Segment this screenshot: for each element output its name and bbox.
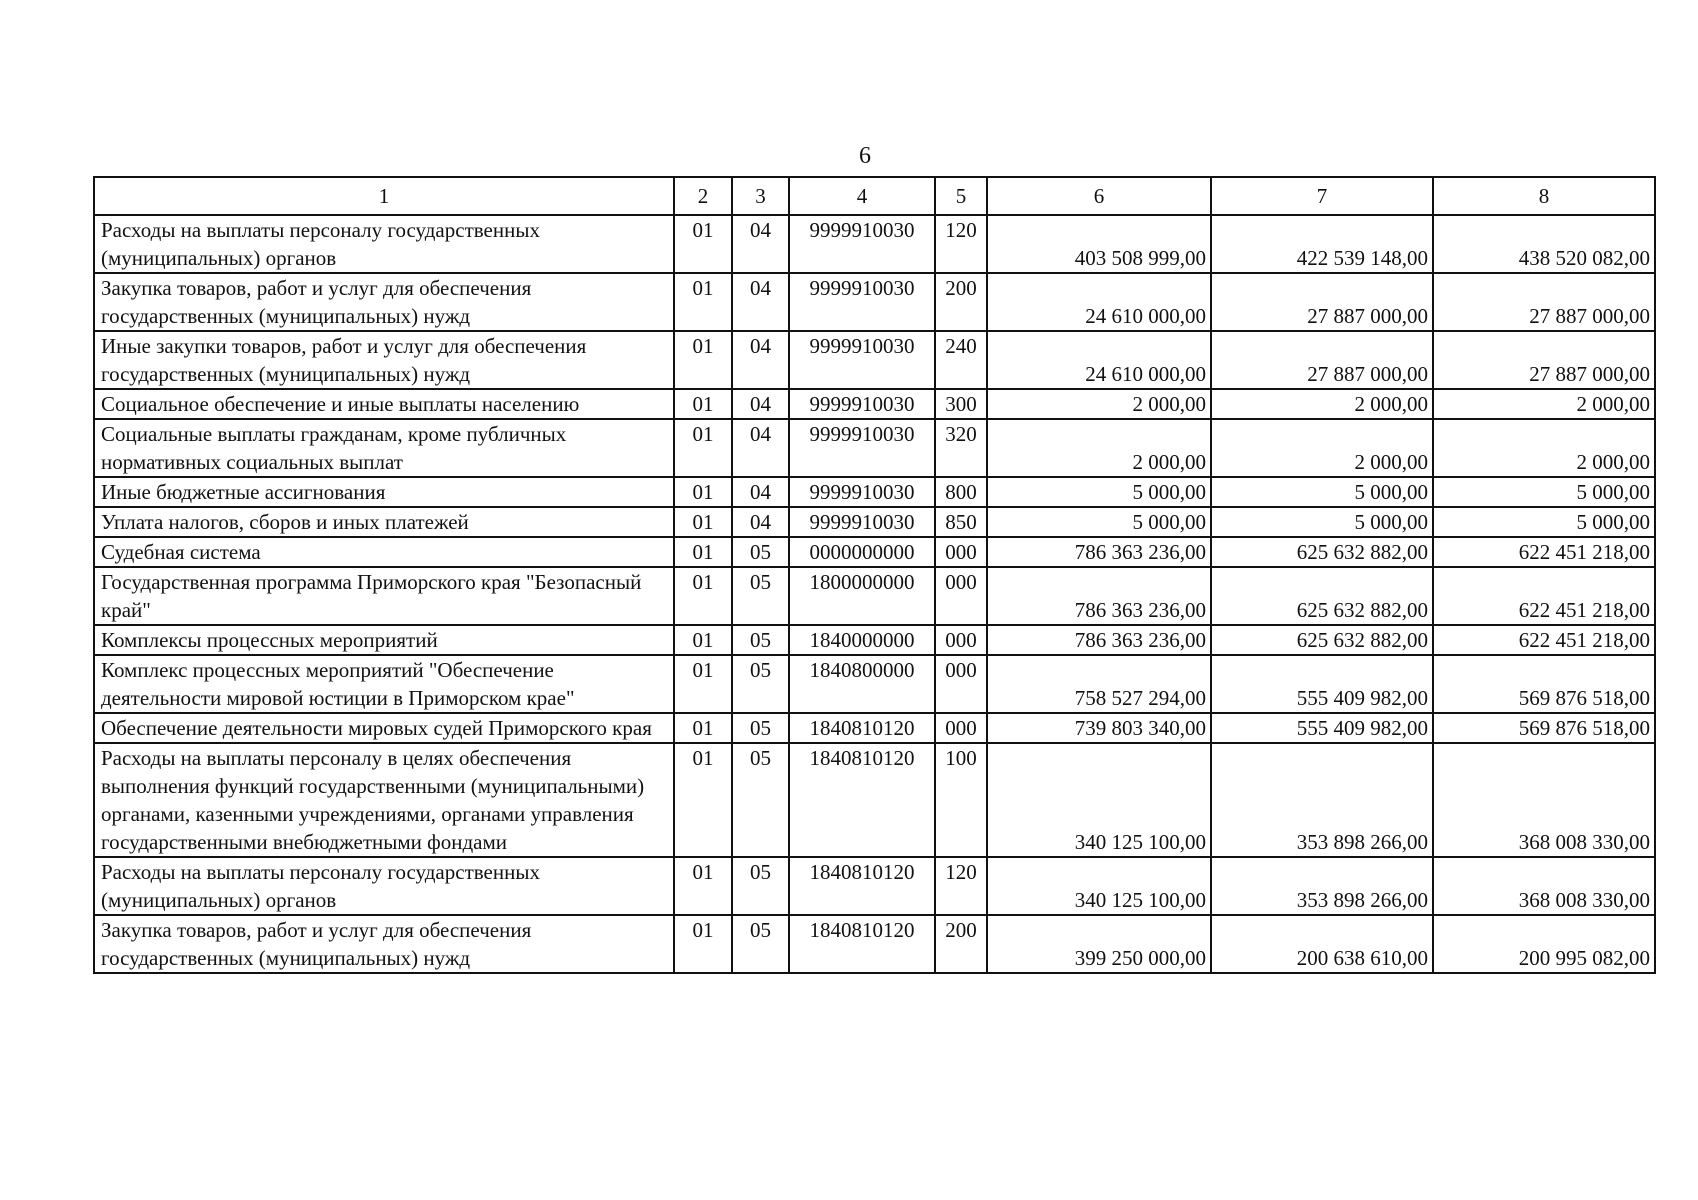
amount-col6-cell: 758 527 294,00 — [987, 655, 1211, 713]
amount-col6-cell: 24 610 000,00 — [987, 331, 1211, 389]
row-name-cell: Комплекс процессных мероприятий "Обеспечение деятельности мировой юстиции в Приморском крае" — [94, 655, 674, 713]
column-header: 5 — [935, 177, 987, 215]
amount-col8-cell: 2 000,00 — [1433, 389, 1655, 419]
target-item-code-cell: 1840810120 — [789, 857, 935, 915]
section-code-cell: 01 — [674, 743, 732, 857]
table-row — [94, 477, 1655, 507]
amount-col8-cell: 569 876 518,00 — [1433, 655, 1655, 713]
target-item-code-cell: 1800000000 — [789, 567, 935, 625]
expense-type-code-cell: 000 — [935, 713, 987, 743]
subsection-code-cell: 04 — [732, 273, 789, 331]
amount-col7-cell: 625 632 882,00 — [1211, 537, 1433, 567]
amount-col6-cell: 399 250 000,00 — [987, 915, 1211, 973]
section-code-cell: 01 — [674, 567, 732, 625]
amount-col6-cell: 340 125 100,00 — [987, 857, 1211, 915]
section-code-cell: 01 — [674, 857, 732, 915]
amount-col6-cell: 340 125 100,00 — [987, 743, 1211, 857]
amount-col7-cell: 27 887 000,00 — [1211, 273, 1433, 331]
target-item-code-cell: 1840000000 — [789, 625, 935, 655]
section-code-cell: 01 — [674, 655, 732, 713]
expense-type-code-cell: 850 — [935, 507, 987, 537]
amount-col7-cell: 353 898 266,00 — [1211, 857, 1433, 915]
page-number: 6 — [859, 143, 871, 169]
amount-col6-cell: 5 000,00 — [987, 507, 1211, 537]
table-row — [94, 625, 1655, 655]
row-name-cell: Иные бюджетные ассигнования — [94, 477, 674, 507]
row-name-cell: Социальные выплаты гражданам, кроме публичных нормативных социальных выплат — [94, 419, 674, 477]
subsection-code-cell: 04 — [732, 507, 789, 537]
section-code-cell: 01 — [674, 331, 732, 389]
target-item-code-cell: 1840810120 — [789, 713, 935, 743]
amount-col8-cell: 569 876 518,00 — [1433, 713, 1655, 743]
target-item-code-cell: 9999910030 — [789, 331, 935, 389]
amount-col8-cell: 5 000,00 — [1433, 507, 1655, 537]
row-name-cell: Социальное обеспечение и иные выплаты населению — [94, 389, 674, 419]
amount-col8-cell: 622 451 218,00 — [1433, 567, 1655, 625]
amount-col7-cell: 5 000,00 — [1211, 477, 1433, 507]
target-item-code-cell: 1840810120 — [789, 743, 935, 857]
column-header: 7 — [1211, 177, 1433, 215]
subsection-code-cell: 05 — [732, 857, 789, 915]
subsection-code-cell: 05 — [732, 625, 789, 655]
target-item-code-cell: 1840800000 — [789, 655, 935, 713]
amount-col6-cell: 403 508 999,00 — [987, 215, 1211, 273]
amount-col8-cell: 27 887 000,00 — [1433, 273, 1655, 331]
section-code-cell: 01 — [674, 477, 732, 507]
target-item-code-cell: 9999910030 — [789, 477, 935, 507]
amount-col7-cell: 2 000,00 — [1211, 389, 1433, 419]
table-row — [94, 507, 1655, 537]
column-header: 8 — [1433, 177, 1655, 215]
section-code-cell: 01 — [674, 713, 732, 743]
target-item-code-cell: 9999910030 — [789, 273, 935, 331]
row-name-cell: Уплата налогов, сборов и иных платежей — [94, 507, 674, 537]
subsection-code-cell: 05 — [732, 915, 789, 973]
budget-table — [93, 176, 1656, 974]
table-row — [94, 655, 1655, 713]
expense-type-code-cell: 120 — [935, 857, 987, 915]
amount-col8-cell: 200 995 082,00 — [1433, 915, 1655, 973]
expense-type-code-cell: 120 — [935, 215, 987, 273]
amount-col8-cell: 2 000,00 — [1433, 419, 1655, 477]
expense-type-code-cell: 800 — [935, 477, 987, 507]
table-row — [94, 537, 1655, 567]
row-name-cell: Расходы на выплаты персоналу государственных (муниципальных) органов — [94, 215, 674, 273]
column-header: 6 — [987, 177, 1211, 215]
row-name-cell: Комплексы процессных мероприятий — [94, 625, 674, 655]
amount-col7-cell: 625 632 882,00 — [1211, 625, 1433, 655]
amount-col8-cell: 622 451 218,00 — [1433, 625, 1655, 655]
amount-col7-cell: 555 409 982,00 — [1211, 655, 1433, 713]
amount-col6-cell: 739 803 340,00 — [987, 713, 1211, 743]
amount-col8-cell: 5 000,00 — [1433, 477, 1655, 507]
subsection-code-cell: 04 — [732, 419, 789, 477]
amount-col7-cell: 5 000,00 — [1211, 507, 1433, 537]
section-code-cell: 01 — [674, 915, 732, 973]
section-code-cell: 01 — [674, 625, 732, 655]
amount-col8-cell: 368 008 330,00 — [1433, 743, 1655, 857]
amount-col8-cell: 438 520 082,00 — [1433, 215, 1655, 273]
expense-type-code-cell: 300 — [935, 389, 987, 419]
subsection-code-cell: 04 — [732, 477, 789, 507]
amount-col7-cell: 625 632 882,00 — [1211, 567, 1433, 625]
amount-col6-cell: 786 363 236,00 — [987, 537, 1211, 567]
subsection-code-cell: 05 — [732, 743, 789, 857]
column-header: 3 — [732, 177, 789, 215]
table-row — [94, 713, 1655, 743]
row-name-cell: Государственная программа Приморского края "Безопасный край" — [94, 567, 674, 625]
row-name-cell: Обеспечение деятельности мировых судей Приморского края — [94, 713, 674, 743]
expense-type-code-cell: 100 — [935, 743, 987, 857]
subsection-code-cell: 04 — [732, 331, 789, 389]
amount-col7-cell: 200 638 610,00 — [1211, 915, 1433, 973]
amount-col7-cell: 422 539 148,00 — [1211, 215, 1433, 273]
table-row — [94, 857, 1655, 915]
row-name-cell: Закупка товаров, работ и услуг для обеспечения государственных (муниципальных) нужд — [94, 915, 674, 973]
expense-type-code-cell: 200 — [935, 915, 987, 973]
amount-col7-cell: 2 000,00 — [1211, 419, 1433, 477]
subsection-code-cell: 05 — [732, 567, 789, 625]
amount-col7-cell: 353 898 266,00 — [1211, 743, 1433, 857]
expense-type-code-cell: 000 — [935, 625, 987, 655]
section-code-cell: 01 — [674, 419, 732, 477]
subsection-code-cell: 05 — [732, 655, 789, 713]
amount-col6-cell: 786 363 236,00 — [987, 567, 1211, 625]
row-name-cell: Закупка товаров, работ и услуг для обеспечения государственных (муниципальных) нужд — [94, 273, 674, 331]
column-header: 1 — [94, 177, 674, 215]
target-item-code-cell: 9999910030 — [789, 215, 935, 273]
table-row — [94, 419, 1655, 477]
row-name-cell: Иные закупки товаров, работ и услуг для обеспечения государственных (муниципальных) нужд — [94, 331, 674, 389]
target-item-code-cell: 0000000000 — [789, 537, 935, 567]
expense-type-code-cell: 240 — [935, 331, 987, 389]
section-code-cell: 01 — [674, 273, 732, 331]
amount-col8-cell: 622 451 218,00 — [1433, 537, 1655, 567]
subsection-code-cell: 04 — [732, 389, 789, 419]
row-name-cell: Судебная система — [94, 537, 674, 567]
expense-type-code-cell: 200 — [935, 273, 987, 331]
table-header-row — [94, 177, 1655, 215]
target-item-code-cell: 1840810120 — [789, 915, 935, 973]
table-row — [94, 567, 1655, 625]
section-code-cell: 01 — [674, 507, 732, 537]
amount-col8-cell: 368 008 330,00 — [1433, 857, 1655, 915]
target-item-code-cell: 9999910030 — [789, 389, 935, 419]
row-name-cell: Расходы на выплаты персоналу в целях обеспечения выполнения функций государственными (муниципальными) органами, казенными учреждениями, органами управления государственными внебюджетными фондами — [94, 743, 674, 857]
amount-col6-cell: 786 363 236,00 — [987, 625, 1211, 655]
amount-col6-cell: 2 000,00 — [987, 389, 1211, 419]
table-row — [94, 215, 1655, 273]
subsection-code-cell: 05 — [732, 537, 789, 567]
table-row — [94, 743, 1655, 857]
table-row — [94, 389, 1655, 419]
amount-col7-cell: 555 409 982,00 — [1211, 713, 1433, 743]
subsection-code-cell: 04 — [732, 215, 789, 273]
section-code-cell: 01 — [674, 537, 732, 567]
section-code-cell: 01 — [674, 215, 732, 273]
table-row — [94, 915, 1655, 973]
table-row — [94, 331, 1655, 389]
column-header: 4 — [789, 177, 935, 215]
expense-type-code-cell: 000 — [935, 537, 987, 567]
row-name-cell: Расходы на выплаты персоналу государственных (муниципальных) органов — [94, 857, 674, 915]
target-item-code-cell: 9999910030 — [789, 419, 935, 477]
expense-type-code-cell: 000 — [935, 655, 987, 713]
amount-col7-cell: 27 887 000,00 — [1211, 331, 1433, 389]
expense-type-code-cell: 320 — [935, 419, 987, 477]
amount-col6-cell: 5 000,00 — [987, 477, 1211, 507]
column-header: 2 — [674, 177, 732, 215]
amount-col6-cell: 2 000,00 — [987, 419, 1211, 477]
subsection-code-cell: 05 — [732, 713, 789, 743]
amount-col6-cell: 24 610 000,00 — [987, 273, 1211, 331]
section-code-cell: 01 — [674, 389, 732, 419]
amount-col8-cell: 27 887 000,00 — [1433, 331, 1655, 389]
target-item-code-cell: 9999910030 — [789, 507, 935, 537]
expense-type-code-cell: 000 — [935, 567, 987, 625]
table-row — [94, 273, 1655, 331]
